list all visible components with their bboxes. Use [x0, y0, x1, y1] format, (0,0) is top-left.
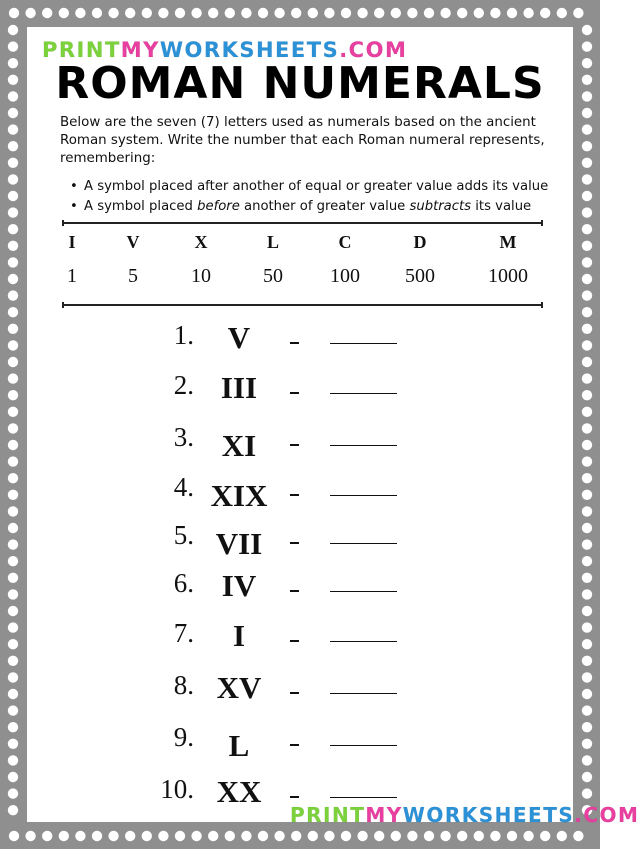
bullet-icon: • [70, 199, 78, 214]
border-dot [582, 158, 592, 168]
border-dot [440, 831, 450, 841]
border-dot [8, 257, 18, 267]
border-dot [175, 831, 185, 841]
border-dot [8, 606, 18, 616]
numeral-value: 1000 [488, 265, 528, 287]
border-dot [582, 141, 592, 151]
border-dot [557, 831, 567, 841]
table-bottom-divider [62, 304, 543, 306]
question-number: 2. [173, 370, 194, 400]
numeral-symbol: C [338, 232, 352, 252]
border-dot [191, 831, 201, 841]
border-dot [8, 506, 18, 516]
answer-blank[interactable] [330, 693, 397, 694]
border-dot [308, 831, 318, 841]
roman-numeral: XX [216, 774, 262, 809]
border-dot [582, 705, 592, 715]
border-dot [8, 739, 18, 749]
border-dot [9, 8, 19, 18]
numeral-value: 1 [67, 265, 77, 287]
answer-blank[interactable] [330, 797, 397, 798]
border-dot [357, 831, 367, 841]
border-dot [8, 373, 18, 383]
border-dot [523, 8, 533, 18]
border-dot [540, 831, 550, 841]
border-dot [507, 831, 517, 841]
border-dot [582, 539, 592, 549]
border-dot [8, 357, 18, 367]
border-dot [8, 241, 18, 251]
border-dot [241, 831, 251, 841]
border-dot [374, 831, 384, 841]
border-dot [42, 8, 52, 18]
border-dot [274, 831, 284, 841]
border-dot [582, 622, 592, 632]
border-dot [582, 689, 592, 699]
border-dot [582, 473, 592, 483]
roman-numeral: VII [215, 526, 263, 561]
border-dot [582, 324, 592, 334]
border-dot [8, 390, 18, 400]
border-dot [241, 8, 251, 18]
brand-part: WORKSHEETS [402, 803, 575, 827]
border-dot [59, 831, 69, 841]
numeral-symbol: D [413, 232, 427, 252]
dash-separator [290, 692, 299, 694]
border-dot [582, 241, 592, 251]
answer-blank[interactable] [330, 393, 397, 394]
border-dot [582, 407, 592, 417]
border-dot [25, 831, 35, 841]
border-dot [391, 8, 401, 18]
border-dot [474, 831, 484, 841]
border-dot [341, 831, 351, 841]
question-number: 1. [173, 320, 194, 350]
border-dot [75, 831, 85, 841]
answer-blank[interactable] [330, 343, 397, 344]
border-dot [8, 108, 18, 118]
border-dot [582, 124, 592, 134]
border-dot [8, 656, 18, 666]
numeral-symbol: L [266, 232, 280, 252]
brand-logo-bottom [290, 803, 639, 827]
border-dot [274, 8, 284, 18]
border-dot [291, 831, 301, 841]
border-dot [490, 831, 500, 841]
border-dot [92, 8, 102, 18]
border-dot [8, 141, 18, 151]
roman-numeral: XIX [210, 478, 268, 513]
border-dot [258, 831, 268, 841]
border-dot [582, 290, 592, 300]
border-dot [225, 8, 235, 18]
question-number: 10. [160, 774, 194, 804]
border-dot [582, 108, 592, 118]
rule-text: A symbol placed after another of equal or greater value adds its value [84, 179, 549, 194]
border-dot [507, 8, 517, 18]
border-dot [582, 224, 592, 234]
border-dot [582, 25, 592, 35]
brand-part: .COM [339, 38, 408, 62]
roman-numeral: I [232, 618, 246, 653]
border-dot [374, 8, 384, 18]
border-dot [582, 755, 592, 765]
brand-part: PRINT [290, 803, 366, 827]
border-dot [8, 191, 18, 201]
border-dot [582, 506, 592, 516]
rule-text: subtracts [409, 199, 472, 214]
rule-text: another of greater value [239, 199, 410, 214]
border-dot [582, 340, 592, 350]
answer-blank[interactable] [330, 745, 397, 746]
border-dot [573, 831, 583, 841]
border-dot [8, 207, 18, 217]
question-number: 7. [173, 618, 194, 648]
border-dot [8, 174, 18, 184]
border-dot [582, 373, 592, 383]
roman-numeral: V [227, 320, 251, 355]
border-dot [42, 831, 52, 841]
question-number: 4. [173, 472, 194, 502]
border-dot [175, 8, 185, 18]
border-dot [158, 831, 168, 841]
border-dot [424, 8, 434, 18]
dash-separator [290, 494, 299, 496]
border-dot [125, 831, 135, 841]
border-dot [457, 8, 467, 18]
numeral-value: 100 [330, 265, 360, 287]
border-dot [582, 257, 592, 267]
border-dot [108, 831, 118, 841]
roman-numeral: XV [216, 670, 262, 705]
border-dot [8, 307, 18, 317]
border-dot [582, 357, 592, 367]
numeral-value: 500 [405, 265, 435, 287]
numeral-symbol: X [194, 232, 208, 252]
rule-text: before [197, 199, 240, 214]
border-dot [8, 639, 18, 649]
roman-numeral: XI [221, 428, 257, 463]
border-dot [582, 174, 592, 184]
numeral-value: 5 [128, 265, 138, 287]
brand-part: .COM [574, 803, 639, 827]
border-dot [490, 8, 500, 18]
border-dot [8, 573, 18, 583]
border-dot [407, 831, 417, 841]
border-dot [8, 41, 18, 51]
border-dot [108, 8, 118, 18]
border-dot [557, 8, 567, 18]
answer-blank[interactable] [330, 591, 397, 592]
border-dot [8, 672, 18, 682]
border-dot [357, 8, 367, 18]
rule-text: A symbol placed [84, 199, 198, 214]
border-dot [582, 722, 592, 732]
border-dot [582, 191, 592, 201]
border-dot [440, 8, 450, 18]
border-dot [573, 8, 583, 18]
border-dot [8, 324, 18, 334]
border-dot [582, 672, 592, 682]
border-dot [8, 124, 18, 134]
border-dot [308, 8, 318, 18]
numeral-value: 10 [191, 265, 211, 287]
border-dot [582, 307, 592, 317]
brand-part: WORKSHEETS [159, 38, 340, 62]
border-dot [582, 639, 592, 649]
border-dot [582, 440, 592, 450]
page-title: ROMAN NUMERALS [55, 58, 545, 109]
border-dot [474, 8, 484, 18]
numeral-symbol: V [126, 232, 140, 252]
border-dot [8, 158, 18, 168]
rule-item [60, 177, 548, 197]
question-number: 5. [173, 520, 194, 550]
border-dot [582, 390, 592, 400]
border-dot [8, 772, 18, 782]
dash-separator [290, 444, 299, 446]
border-dot [582, 456, 592, 466]
border-dot [8, 423, 18, 433]
border-dot [8, 456, 18, 466]
border-dot [8, 722, 18, 732]
border-dot [8, 407, 18, 417]
question-number: 9. [173, 722, 194, 752]
border-dot [8, 705, 18, 715]
border-dot [8, 805, 18, 815]
border-dot [391, 831, 401, 841]
question-number: 3. [173, 422, 194, 452]
border-dot [92, 831, 102, 841]
border-dot [582, 606, 592, 616]
border-dot [208, 8, 218, 18]
brand-part: PRINT [42, 38, 121, 62]
question-number: 6. [173, 568, 194, 598]
bullet-icon: • [70, 179, 78, 194]
border-dot [582, 589, 592, 599]
border-dot [9, 831, 19, 841]
border-dot [225, 831, 235, 841]
border-dot [8, 556, 18, 566]
border-dot [8, 788, 18, 798]
border-dot [582, 274, 592, 284]
dash-separator [290, 640, 299, 642]
dash-separator [290, 392, 299, 394]
border-dot [8, 622, 18, 632]
border-dot [8, 290, 18, 300]
border-dot [8, 25, 18, 35]
border-dot [208, 831, 218, 841]
border-dot [25, 8, 35, 18]
border-dot [8, 589, 18, 599]
border-dot [582, 423, 592, 433]
rule-item [60, 197, 548, 217]
border-dot [582, 41, 592, 51]
numeral-symbol: M [499, 232, 517, 252]
border-dot [8, 490, 18, 500]
border-dot [582, 207, 592, 217]
border-dot [582, 523, 592, 533]
border-dot [407, 8, 417, 18]
border-dot [582, 788, 592, 798]
border-dot [582, 739, 592, 749]
table-top-divider [62, 222, 543, 224]
border-dot [142, 8, 152, 18]
border-dot [291, 8, 301, 18]
brand-part: MY [365, 803, 403, 827]
border-dot [582, 656, 592, 666]
dash-separator [290, 744, 299, 746]
dash-separator [290, 342, 299, 344]
border-dot [582, 556, 592, 566]
numeral-symbol: I [68, 232, 76, 252]
border-dot [582, 772, 592, 782]
border-dot [8, 689, 18, 699]
border-dot [582, 490, 592, 500]
roman-numeral: L [228, 728, 250, 763]
border-dot [8, 755, 18, 765]
border-dot [424, 831, 434, 841]
border-dot [158, 8, 168, 18]
border-dot [142, 831, 152, 841]
border-dot [8, 523, 18, 533]
answer-blank[interactable] [330, 495, 397, 496]
border-dot [125, 8, 135, 18]
answer-blank[interactable] [330, 445, 397, 446]
border-dot [8, 340, 18, 350]
border-dot [8, 274, 18, 284]
border-dot [8, 473, 18, 483]
instructions-text: Below are the seven (7) letters used as numerals based on the ancient Roman system. Write the number that each Roman numeral represents, remembering: [60, 115, 545, 166]
brand-part: MY [120, 38, 160, 62]
border-dot [341, 8, 351, 18]
border-dot [324, 8, 334, 18]
border-dot [582, 573, 592, 583]
border-dot [324, 831, 334, 841]
numeral-value: 50 [263, 265, 283, 287]
border-dot [540, 8, 550, 18]
border-dot [191, 8, 201, 18]
dash-separator [290, 542, 299, 544]
border-dot [8, 539, 18, 549]
answer-blank[interactable] [330, 543, 397, 544]
border-dot [75, 8, 85, 18]
question-number: 8. [173, 670, 194, 700]
roman-numeral: IV [221, 568, 257, 603]
roman-numeral: III [220, 370, 258, 405]
dash-separator [290, 796, 299, 798]
border-dot [8, 440, 18, 450]
rules-list [60, 177, 548, 217]
border-dot [59, 8, 69, 18]
answer-blank[interactable] [330, 641, 397, 642]
border-dot [8, 224, 18, 234]
rule-text: its value [471, 199, 532, 214]
dash-separator [290, 590, 299, 592]
border-dot [258, 8, 268, 18]
border-dot [523, 831, 533, 841]
border-dot [457, 831, 467, 841]
